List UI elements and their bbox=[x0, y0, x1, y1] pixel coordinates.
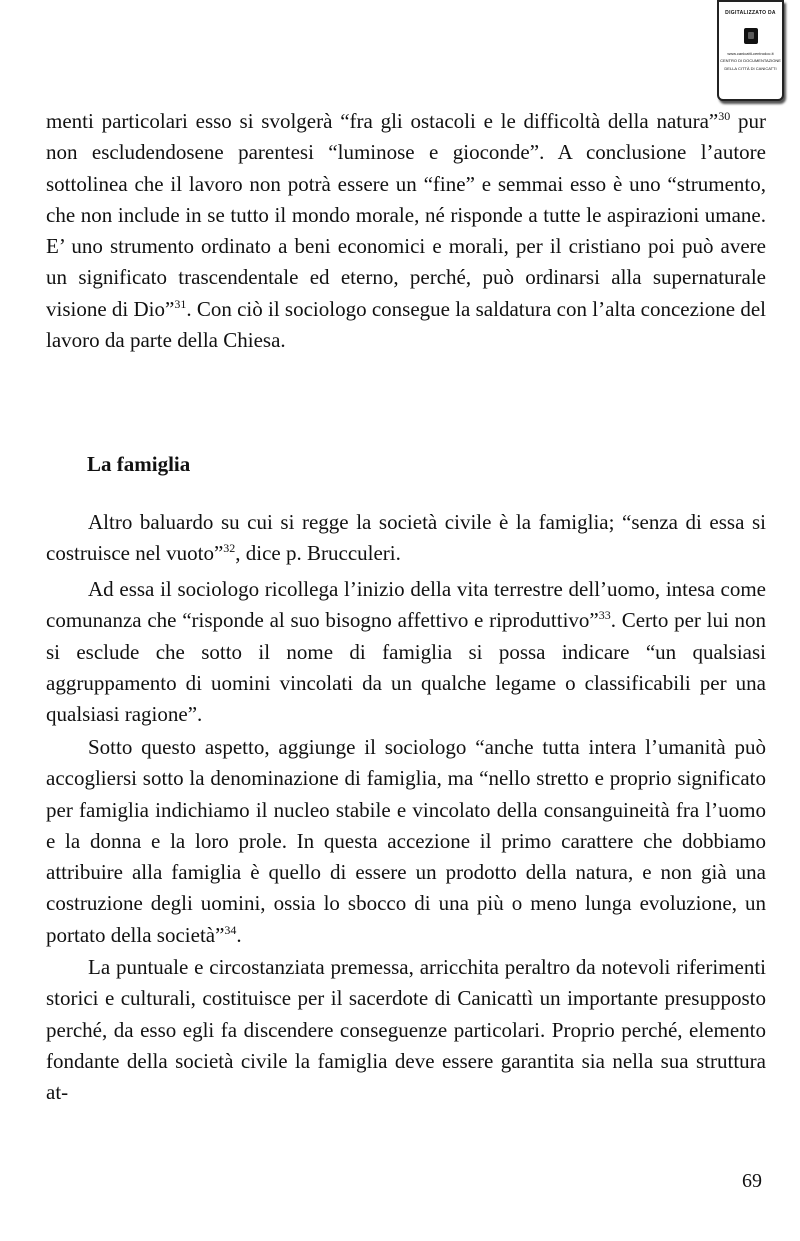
stamp-line-2: DELLA CITTÀ DI CANICATTI bbox=[724, 66, 777, 71]
paragraph-1 bbox=[46, 106, 766, 356]
page-number: 69 bbox=[742, 1170, 762, 1192]
paragraph-3 bbox=[46, 574, 766, 730]
stamp-header: DIGITALIZZATO DA bbox=[725, 10, 776, 16]
paragraph-2-text-b: , dice p. Brucculeri. bbox=[235, 541, 401, 566]
footnote-ref-30: 30 bbox=[718, 109, 731, 123]
stamp-logo-icon bbox=[744, 28, 758, 44]
stamp-line-1: CENTRO DI DOCUMENTAZIONE bbox=[720, 58, 781, 63]
paragraph-3-text-a: Ad essa il sociologo ricollega l’inizio della vita terrestre dell’uomo, intesa come comunanza che “risponde al suo bisogno affettivo e riproduttivo” bbox=[46, 577, 766, 633]
paragraph-1-text-a: menti particolari esso si svolgerà “fra gli ostacoli e le difficoltà della natura” bbox=[46, 109, 719, 133]
paragraph-2-text-a: Altro baluardo su cui si regge la società civile è la famiglia; “senza di essa si costruisce nel vuoto” bbox=[46, 510, 766, 566]
paragraph-4-text-b: . bbox=[236, 922, 242, 947]
paragraph-4 bbox=[46, 732, 766, 951]
digitization-stamp bbox=[717, 0, 784, 101]
paragraph-4-text-a: Sotto questo aspetto, aggiunge il sociologo “anche tutta intera l’umanità può accogliersi sotto la denominazione di famiglia, ma “nello stretto e proprio significato per famiglia indichiamo il nucleo stabile e vincolato della consanguineità fra l’uomo e la donna e la loro prole. In questa accezione il primo carattere che dobbiamo attribuire alla famiglia è quello di essere un prodotto della natura, e non già una costruzione degli uomini, ossia lo sbocco di una più o meno lunga evoluzione, un portato della società” bbox=[46, 735, 766, 947]
stamp-url: www.canicatti-centrodoc.it bbox=[727, 51, 774, 56]
footnote-ref-31: 31 bbox=[174, 296, 187, 311]
footnote-ref-34: 34 bbox=[224, 922, 237, 937]
paragraph-5-text: La puntuale e circostanziata premessa, arricchita peraltro da notevoli riferimenti storici e culturali, costituisce per il sacerdote di Canicattì un importante presupposto perché, da esso egli fa discendere conseguenze particolari. Proprio perché, elemento fondante della società civile la famiglia deve essere garantita sia nella sua struttura at- bbox=[46, 955, 766, 1105]
paragraph-5 bbox=[46, 952, 766, 1108]
footnote-ref-32: 32 bbox=[223, 541, 236, 556]
footnote-ref-33: 33 bbox=[598, 608, 611, 623]
paragraph-1-text-c: . Con ciò il sociologo consegue la saldatura con l’alta concezione del lavoro da parte della Chiesa. bbox=[46, 296, 766, 353]
section-heading: La famiglia bbox=[87, 452, 191, 476]
paragraph-2 bbox=[46, 507, 766, 570]
paragraph-1-text-b: pur non escludendosene parentesi “luminose e gioconde”. A conclusione l’autore sottolinea che il lavoro non potrà essere un “fine” e semmai esso è uno “strumento, che non include in se tutto il mondo morale, né risponde a tutte le aspirazioni umane. E’ uno strumento ordinato a beni economici e morali, per il cristiano poi può avere un significato trascendentale ed eterno, perché, può ordinarsi alla supernaturale visione di Dio” bbox=[46, 109, 766, 321]
paragraph-3-text-b: . Certo per lui non si esclude che sotto il nome di famiglia si possa indicare “un qualsiasi aggruppamento di uomini vincolati da un qualche legame o classificabili per una qualsiasi ragione”. bbox=[46, 608, 767, 727]
